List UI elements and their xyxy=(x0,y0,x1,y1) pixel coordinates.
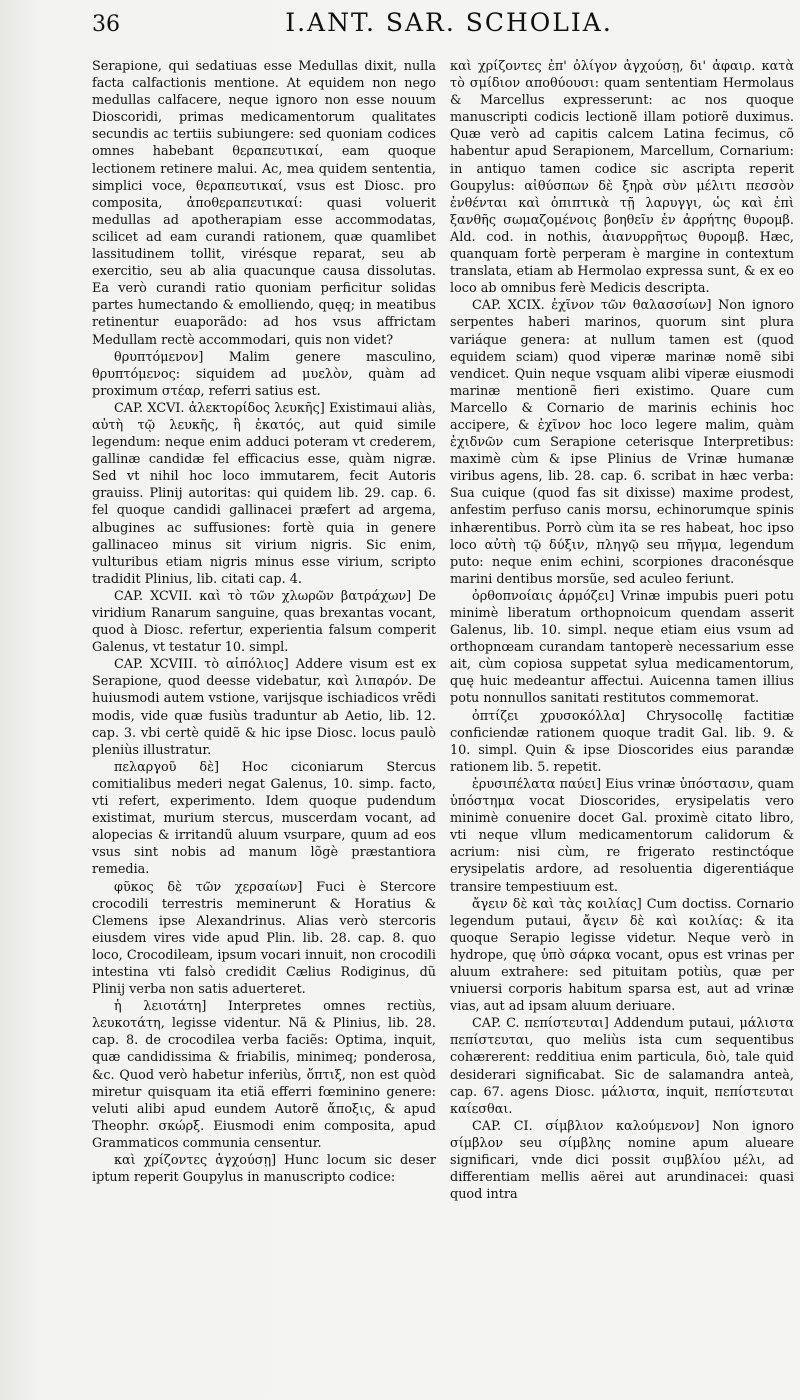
paragraph: θρυπτόμενον] Malim genere masculino, θρυπτόμενος: siquidem ad μυελὸν, quàm ad proximum στέαρ, referri satius est. xyxy=(92,349,436,399)
page-number: 36 xyxy=(92,12,120,37)
paragraph: ἡ λειοτάτη] Interpretes omnes rectiùs, λευκοτάτη, legisse videntur. Nã & Plinius, lib. 28. cap. 8. de crocodilea verba faciẽs: Optima, inquit, quæ candidissima & friabilis, minimeq; ponderosa, &c. Quod verò habetur inferiùs, ὄπτιξ, non est quòd miretur quisquam ita etiã efferri fœminino genere: veluti alibi apud eundem Autorẽ ἄποξις, & apud Theophr. σκώρξ. Eiusmodi enim composita, apud Grammaticos communia censentur. xyxy=(92,999,436,1151)
paragraph: CAP. XCVIII. τὸ αἰπόλιος] Addere visum est ex Serapione, quod deesse videbatur, καὶ λιπαρόν. De huiusmodi autem vstione, varijsque ischiadicos vrẽdi modis, vide quæ fusiùs traduntur ab Aetio, lib. 12. cap. 3. vbi certè quidẽ & hic ipse Diosc. locus paulò pleniùs illustratur. xyxy=(92,657,436,758)
paragraph: CAP. CI. σίμβλιον καλούμενον] Non ignoro σίμβλον seu σίμβλης nomine apum alueare significari, vnde dici possit σιμβλίου μέλι, ad differentiam mellis aërei aut arundinacei: quasi quod intra xyxy=(450,1118,794,1203)
paragraph: Serapione, qui sedatiuas esse Medullas dixit, nulla facta calfactionis mentione. At equidem non nego medullas calfacere, neque ignoro non esse nouum Dioscoridi, primas medicamentorum qualitates secundis ac tertiis subiungere: sed quoniam codices omnes habebant θεραπευτικαί, eam quoque lectionem retinere malui. Ac, mea quidem sententia, simplici voce, θεραπευτικαί, vsus est Diosc. pro composita, ἀποθεραπευτικαί: quasi voluerit medullas ad apotherapiam esse accommodatas, scilicet ad eam curandi rationem, quæ quamlibet lassitudinem tollit, virésque reparat, seu ab exercitio, seu ab alia quacunque causa dissolutas. Ea verò curandi ratio quoniam perficitur solidas partes humectando & emolliendo, quęq; in meatibus retinentur euaporãdo: ad hos vsus affrictam Medullam rectè accommodari, quis non videt? xyxy=(92,59,436,348)
paragraph: φῦκος δὲ τῶν χερσαίων] Fuci è Stercore crocodili terrestris meminerunt & Horatius & Clemens ipse Alexandrinus. Alias verò stercoris eiusdem vires vide apud Plin. lib. 28. cap. 8. quo loco, Crocodileam, ipsum vocari innuit, non crocodili intestina vti falsò credidit Cælius Rodiginus, dũ Plinij verba non satis aduerteret. xyxy=(92,879,436,998)
paragraph: καὶ χρίζοντες ἐπ' ὀλίγον ἀγχούσῃ, δι' ἀφαιρ. κατὰ τὸ σμίδιον αποθύουσι: quam sententiam Hermolaus & Marcellus expresserunt: ac nos quoque manuscripti codicis lectionẽ illam potiorẽ duximus. Quæ verò ad capitis calcem Latina fecimus, cõ habentur apud Serapionem, Marcellum, Cornarium: in antiquo tamen codice sic ascripta reperit Goupylus: αἰθύσπων δὲ ξηρὰ σὺν μέλιτι πεσσὸν ἐνθένται καὶ ὀπιπτικὰ τῇ λαρυγγι, ὡς καὶ ἐπὶ ξανθῆς σωμαζομένοις βοηθεῖν ἐν ἀρρήτης θυρομβ. Ald. cod. in nothis, ἀιανυρρῆτως θυρομβ. Hæc, quanquam fortè perperam è margine in contextum translata, etiam ab Hermolao expressa sunt, & ex eo loco ab omnibus ferè Medicis descripta. xyxy=(450,59,794,297)
paragraph: πελαργοῦ δὲ] Hoc ciconiarum Stercus comitialibus mederi negat Galenus, 10. simp. facto, vti refert, experimento. Idem quoque pudendum existimat, murium stercus, muscerdam vocant, ad alopecias & irritandũ aluum vsurpare, quum ad eos vsus sint nobis ad manum lõgè præstantiora remedia. xyxy=(92,759,436,878)
paragraph: ἐρυσιπέλατα παύει] Eius vrinæ ὑπόστασιν, quam ὑπόστημα vocat Dioscorides, erysipelatis vero minimè conuenire docet Gal. proximè citato libro, vti neque vllum medicamentorum calidorum & acrium: nisi cùm, re frigerato restinctóque erysipelatis ardore, ad resoluentia digerentiáque transire tempestiuum est. xyxy=(450,776,794,895)
paragraph: CAP. XCIX. ἐχῖνον τῶν θαλασσίων] Non ignoro serpentes haberi marinos, quorum sint plura variáque genera: at nullum tamen est (quod equidem sciam) quod viperæ marinæ nomẽ sibi vendicet. Quin neque vsquam alibi viperæ eiusmodi marinæ mentionẽ fieri existimo. Quare cum Marcello & Cornario de marinis echinis hoc accipere, & ἐχῖνον hoc loco legere malim, quàm ἐχιδνῶν cum Serapione ceterisque Interpretibus: maximè cùm & ipse Plinius de Vrinæ humanæ viribus agens, lib. 28. cap. 6. scribat in hæc verba: Sua cuique (quod fas sit dixisse) maxime prodest, anfestim perfuso canis morsu, echinorumque spinis inhærentibus. Porrò cùm ita se res habeat, hoc ipso loco αὐτὴ τῷ δύξιν, πληγῷ seu πῆγμα, legendum puto: neque enim echini, scorpiones draconésque marini dentibus morsũe, sed aculeo feriunt. xyxy=(450,298,794,587)
right-column xyxy=(450,58,794,1203)
paragraph: ὀρθοπνοίαις ἁρμόζει] Vrinæ impubis pueri potu minimè liberatum orthopnoicum quendam asserit Galenus, lib. 10. simpl. neque etiam eius vsum ad orthopnœam curandam tantoperè necessarium esse ait, cùm copiosa suppetat sylua medicamentorum, quę huic medeantur affectui. Auicenna tamen illius potu nonnullos sanitati restitutos commemorat. xyxy=(450,588,794,707)
paragraph: καὶ χρίζοντες ἀγχούσῃ] Hunc locum sic deser iptum reperit Goupylus in manuscripto codice: xyxy=(92,1153,436,1186)
paragraph: CAP. XCVI. ἀλεκτορίδος λευκῆς] Existimaui aliàs, αὐτὴ τῷ λευκῆς, ἢ ἑκατός, aut quid simile legendum: neque enim adduci poteram vt crederem, gallinæ candidæ fel efficacius esse, quàm nigræ. Sed vt nihil hoc loco immutarem, fecit Autoris grauiss. Plinij autoritas: qui quidem lib. 29. cap. 6. fel quoque candidi gallinacei præfert ad argema, albugines ac suffusiones: fortè quia in genere gallinaceo minus sit virium nigris. Sic enim, vulturibus etiam nigris minus esse virium, scripto tradidit Plinius, lib. citati cap. 4. xyxy=(92,400,436,587)
paragraph: ἄγειν δὲ καὶ τὰς κοιλίας] Cum doctiss. Cornario legendum putaui, ἄγειν δὲ καὶ κοιλίας: & ita quoque Serapio legisse videtur. Neque verò in hydrope, quę ὑπὸ σάρκα vocant, opus est vrinas per aluum extrahere: sed pituitam potiùs, quæ per vniuersi corporis habitum sparsa est, aut ad vrinæ vias, aut ad ipsam aluum deriuare. xyxy=(450,896,794,1015)
running-title: I.ANT. SAR. SCHOLIA. xyxy=(285,8,613,37)
left-column xyxy=(92,58,436,1203)
paragraph: CAP. C. πεπίστευται] Addendum putaui, μάλιστα πεπίστευται, quo meliùs ista cum sequentibus cohærerent: redditiua enim particula, διὸ, tale quid desiderari significabat. Sic de salamandra anteà, cap. 67. agens Diosc. μάλιστα, inquit, πεπίστευται καίεσθαι. xyxy=(450,1016,794,1117)
paragraph: CAP. XCVII. καὶ τὸ τῶν χλωρῶν βατράχων] De viridium Ranarum sanguine, quas brexantas vocant, quod à Diosc. refertur, experientia falsum comperit Galenus, vt testatur 10. simpl. xyxy=(92,588,436,656)
text-columns xyxy=(92,58,796,1203)
running-header xyxy=(92,8,796,58)
paragraph: ὀπτίζει χρυσοκόλλα] Chrysocollę factitiæ conficiendæ rationem quoque tradit Gal. lib. 9. & 10. simpl. Quin & ipse Dioscorides eius parandæ rationem lib. 5. repetit. xyxy=(450,708,794,775)
